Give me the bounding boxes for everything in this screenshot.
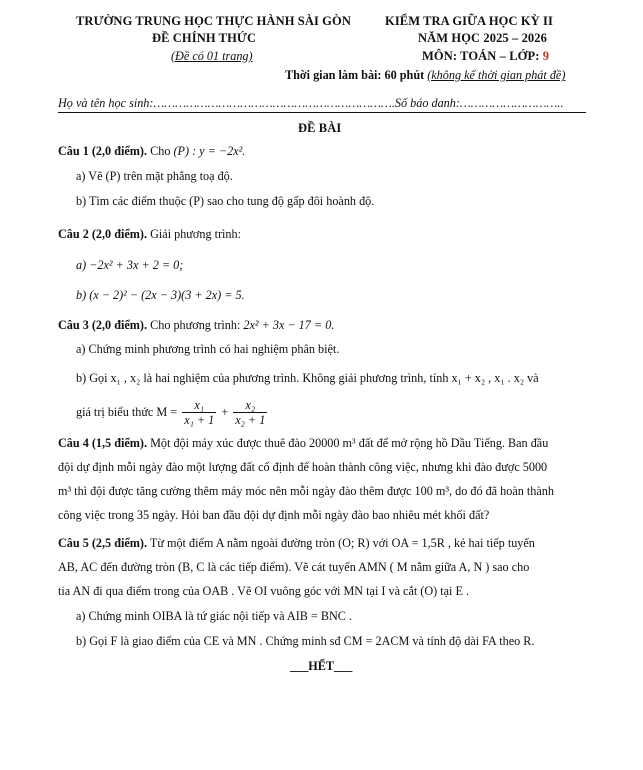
q4-label: Câu 4 (1,5 điểm). (58, 436, 148, 450)
q3-b-line2 (76, 398, 269, 427)
q1-label: Câu 1 (2,0 điểm). (58, 144, 148, 158)
question-4-line1 (58, 436, 548, 451)
question-1 (58, 144, 245, 159)
question-5-line2: AB, AC đến đường tròn (B, C là các tiếp điểm). Vẽ cát tuyến AMN ( M nằm giữa A, N ) sao cho (58, 560, 530, 574)
question-4-line2: đội dự định mỗi ngày đào một lượng đất cố định để hoàn thành công việc, nhưng khi đào được 5000 (58, 460, 548, 474)
q2-label: Câu 2 (2,0 điểm). (58, 227, 148, 241)
q2-text: Giải phương trình: (147, 227, 242, 241)
name-label: Họ và tên học sinh: (58, 96, 154, 110)
q3-label: Câu 3 (2,0 điểm). (58, 318, 148, 332)
time-bold: Thời gian làm bài: 60 phút (285, 68, 425, 82)
id-label: Số báo danh: (394, 96, 460, 110)
frac1-denominator: x₁ + 1 (184, 413, 215, 427)
q1-text: Cho (147, 144, 174, 158)
q5-b: b) Gọi F là giao điểm của CE và MN . Chứng minh sđ CM = 2ACM và tính độ dài FA theo R. (76, 634, 535, 648)
id-dots: ……………………….. (459, 96, 564, 110)
q2-a: a) −2x² + 3x + 2 = 0; (76, 258, 184, 272)
q3-text: Cho phương trình: (147, 318, 244, 332)
question-5-line3: tia AN đi qua điểm trong của OAB . Vẽ OI vuông góc với MN tại I và cắt (O) tại E . (58, 584, 470, 598)
question-3 (58, 318, 334, 333)
time-note: (không kể thời gian phát đề) (427, 68, 566, 82)
exam-title: KIỂM TRA GIỮA HỌC KỲ II (385, 14, 553, 28)
student-underline (58, 112, 586, 113)
name-dots: …………………………………………………………. (153, 96, 395, 110)
time-info (285, 68, 565, 83)
frac2-numerator: x₂ (233, 398, 267, 413)
pages-note: (Đề có 01 trang) (171, 49, 253, 63)
q5-a: a) Chứng minh OIBA là tứ giác nội tiếp và AIB = BNC . (76, 609, 352, 623)
school-name: TRƯỜNG TRUNG HỌC THỰC HÀNH SÀI GÒN (76, 14, 351, 28)
question-4-line4: công việc trong 35 ngày. Hỏi ban đầu đội dự định mỗi ngày đào bao nhiêu mét khối đất? (58, 508, 490, 522)
section-title: ĐỀ BÀI (298, 121, 342, 135)
question-2 (58, 227, 241, 242)
q1-expr: (P) : y = −2x². (173, 144, 246, 158)
q3-expr: 2x² + 3x − 17 = 0. (243, 318, 335, 332)
q5-l1: Từ một điểm A nằm ngoài đường tròn (O; R) với OA = 1,5R , kẻ hai tiếp tuyến (147, 536, 535, 550)
q1-b: b) Tìm các điểm thuộc (P) sao cho tung độ gấp đôi hoành độ. (76, 194, 375, 208)
q3-a: a) Chứng minh phương trình có hai nghiệm phân biệt. (76, 342, 340, 356)
grade-value: 9 (542, 49, 550, 63)
subject (422, 49, 549, 64)
student-line (58, 96, 564, 111)
subject-prefix: MÔN: TOÁN – LỚP: (422, 49, 543, 63)
q3-fraction-1 (182, 398, 216, 427)
q1-a: a) Vẽ (P) trên mặt phẳng toạ độ. (76, 169, 233, 183)
q5-label: Câu 5 (2,5 điểm). (58, 536, 148, 550)
official-label: ĐỀ CHÍNH THỨC (152, 31, 257, 45)
frac1-numerator: x₁ (182, 398, 216, 413)
q3-fraction-2 (233, 398, 267, 427)
frac-plus: + (221, 405, 229, 419)
q4-l1: Một đội máy xúc được thuê đào 20000 m³ đất để mở rộng hồ Dầu Tiếng. Ban đầu (147, 436, 549, 450)
q3-b-expr-label: giá trị biểu thức M = (76, 405, 178, 419)
q3-b-line1: b) Gọi x₁ , x₂ là hai nghiệm của phương trình. Không giải phương trình, tính x₁ + x₂ , x₁ . x₂ và (76, 371, 539, 385)
school-year: NĂM HỌC 2025 – 2026 (418, 31, 547, 45)
end-mark: ___HẾT___ (290, 659, 353, 673)
frac2-denominator: x₂ + 1 (235, 413, 266, 427)
q2-b: b) (x − 2)² − (2x − 3)(3 + 2x) = 5. (76, 288, 245, 302)
question-5-line1 (58, 536, 535, 551)
question-4-line3: m³ thì đội được tăng cường thêm máy móc nên mỗi ngày đào thêm được 100 m³, do đó đã hoàn thành (58, 484, 554, 498)
